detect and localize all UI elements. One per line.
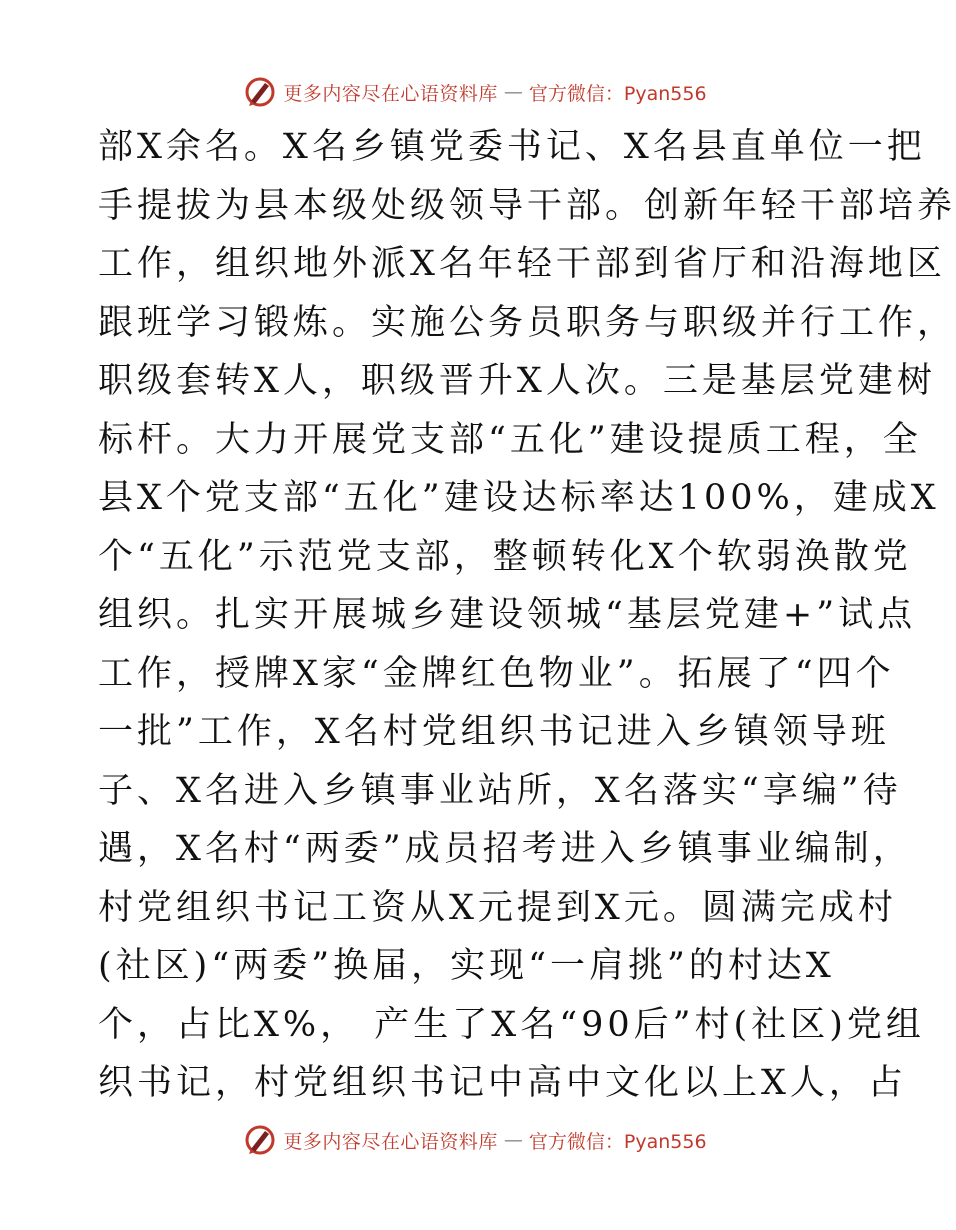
body-line: 工作，授牌X家“金牌红色物业”。拓展了“四个 xyxy=(98,653,895,694)
body-line: 子、X名进入乡镇事业站所，X名落实“享编”待 xyxy=(98,770,902,811)
body-line: (社区)“两委”换届，实现“一肩挑”的村达X xyxy=(98,946,835,986)
header-watermark xyxy=(0,72,950,112)
watermark-separator: — xyxy=(503,1129,523,1151)
body-line: 个，占比X%， 产生了X名“90后”村(社区)党组 xyxy=(98,1004,925,1045)
body-line: 个“五化”示范党支部，整顿转化X个软弱涣散党 xyxy=(98,536,912,577)
pen-circle-logo-icon xyxy=(243,75,277,109)
body-line: 职级套转X人，职级晋升X人次。三是基层党建树 xyxy=(98,361,936,401)
body-line: 组织。扎实开展城乡建设领城“基层党建+”试点 xyxy=(98,595,917,635)
watermark-wechat: 官方微信：Pyan556 xyxy=(528,82,707,105)
body-line: 一批”工作，X名村党组织书记进入乡镇领导班 xyxy=(98,712,890,752)
watermark-wechat: 官方微信：Pyan556 xyxy=(528,1130,707,1153)
body-line: 织书记，村党组织书记中高中文化以上X人，占 xyxy=(98,1063,907,1103)
body-line: 县X个党支部“五化”建设达标率达100%，建成X xyxy=(98,478,940,518)
body-line: 手提拔为县本级处级领导干部。创新年轻干部培养 xyxy=(98,185,956,226)
body-line: 部X余名。X名乡镇党委书记、X名县直单位一把 xyxy=(98,127,926,167)
body-line: 村党组织书记工资从X元提到X元。圆满完成村 xyxy=(98,887,897,928)
body-line: 跟班学习锻炼。实施公务员职务与职级并行工作， xyxy=(98,302,956,343)
pen-circle-logo-icon xyxy=(243,1123,277,1157)
body-line: 遇，X名村“两委”成员招考进入乡镇事业编制， xyxy=(98,829,912,869)
footer-watermark xyxy=(0,1120,950,1160)
body-line: 标杆。大力开展党支部“五化”建设提质工程，全 xyxy=(98,419,922,460)
watermark-text: 更多内容尽在心语资料库 xyxy=(283,1130,498,1153)
watermark-text: 更多内容尽在心语资料库 xyxy=(283,82,498,105)
watermark-separator: — xyxy=(503,81,523,103)
body-line: 工作，组织地外派X名年轻干部到省厅和沿海地区 xyxy=(98,244,946,284)
document-body xyxy=(98,118,956,1113)
